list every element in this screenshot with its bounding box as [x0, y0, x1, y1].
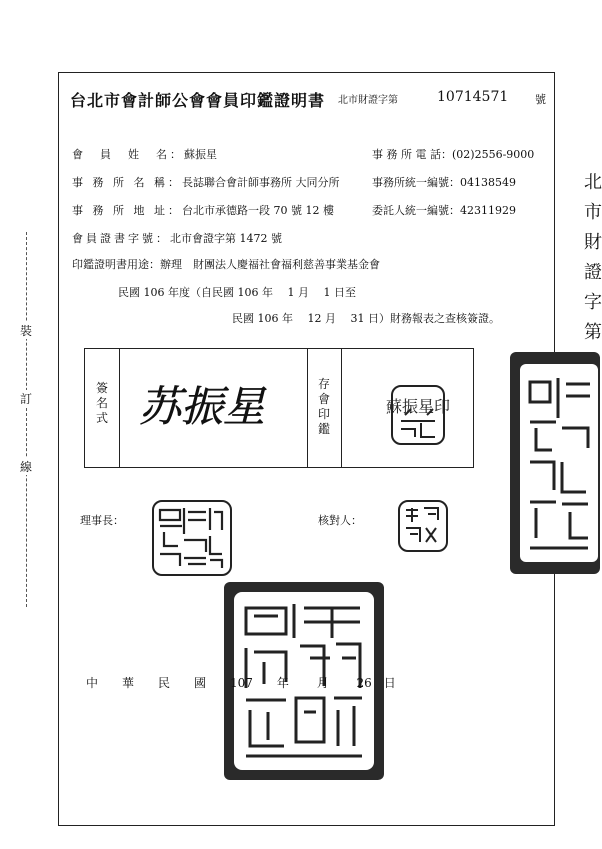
binding-mark: 線 — [20, 460, 33, 474]
handwritten-signature — [135, 373, 295, 437]
association-seal-edge — [510, 352, 600, 574]
edge-char: 字 — [584, 292, 602, 313]
svg-text:苏振星: 苏振星 — [139, 382, 266, 431]
field-phone: 事 務 所 電 話：(02)2556-9000 — [372, 148, 535, 161]
cert-suffix: 號 — [535, 93, 546, 106]
office-name-value: 長誌聯合會計師事務所 大同分所 — [182, 176, 340, 189]
member-name-value: 蘇振星 — [184, 148, 217, 161]
binding-mark: 訂 — [20, 392, 33, 406]
client-tax-id-value: 42311929 — [460, 204, 516, 217]
signature-seal-box — [84, 348, 474, 468]
office-address-value: 台北市承德路一段 70 號 12 樓 — [182, 204, 334, 217]
field-purpose: 印鑑證明書用途：辦理 財團法人慶福社會福利慈善事業基金會 — [72, 258, 380, 271]
office-tax-id-value: 04138549 — [460, 176, 516, 189]
edge-char: 市 — [584, 202, 602, 223]
field-office-address: 事 務 所 地 址：台北市承德路一段 70 號 12 樓 — [72, 204, 334, 217]
cert-number: 10714571 — [437, 89, 509, 105]
edge-char: 財 — [584, 232, 602, 253]
document-title: 台北市會計師公會會員印鑑證明書 — [70, 91, 326, 110]
svg-text:蘇振星印: 蘇振星印 — [385, 397, 451, 416]
purpose-value: 辦理 財團法人慶福社會福利慈善事業基金會 — [160, 258, 380, 271]
period-line-1: 民國 106 年度（自民國 106 年 1 月 1 日至 — [118, 286, 356, 299]
cert-no-value: 北市會證字第 1472 號 — [170, 232, 282, 245]
edge-char: 第 — [584, 322, 602, 343]
seal-label: 存會印鑑 — [317, 377, 330, 436]
issue-date: 中 華 民 國 107 年 月 26 日 — [86, 676, 396, 690]
chairman-label: 理事長： — [80, 514, 124, 527]
binding-mark: 裝 — [20, 324, 33, 338]
binding-dashed-line — [26, 232, 27, 607]
cert-prefix: 北市財證字第 — [338, 95, 398, 106]
field-client-tax-id: 委託人統一編號：42311929 — [372, 204, 516, 217]
edge-char: 北 — [584, 172, 602, 193]
field-cert-no: 會員證書字號：北市會證字第 1472 號 — [72, 232, 282, 245]
field-office-tax-id: 事務所統一編號：04138549 — [372, 176, 516, 189]
checker-seal — [398, 500, 448, 552]
chairman-seal — [152, 500, 232, 576]
phone-value: (02)2556-9000 — [452, 148, 535, 161]
member-seal — [385, 385, 451, 445]
period-line-2: 民國 106 年 12 月 31 日）財務報表之查核簽證。 — [232, 312, 500, 325]
checker-label: 核對人： — [318, 514, 362, 527]
field-office-name: 事 務 所 名 稱：長誌聯合會計師事務所 大同分所 — [72, 176, 340, 189]
sign-label: 簽名式 — [95, 381, 108, 425]
edge-char: 證 — [584, 262, 602, 283]
field-member-name: 會 員 姓 名：蘇振星 — [72, 148, 217, 161]
